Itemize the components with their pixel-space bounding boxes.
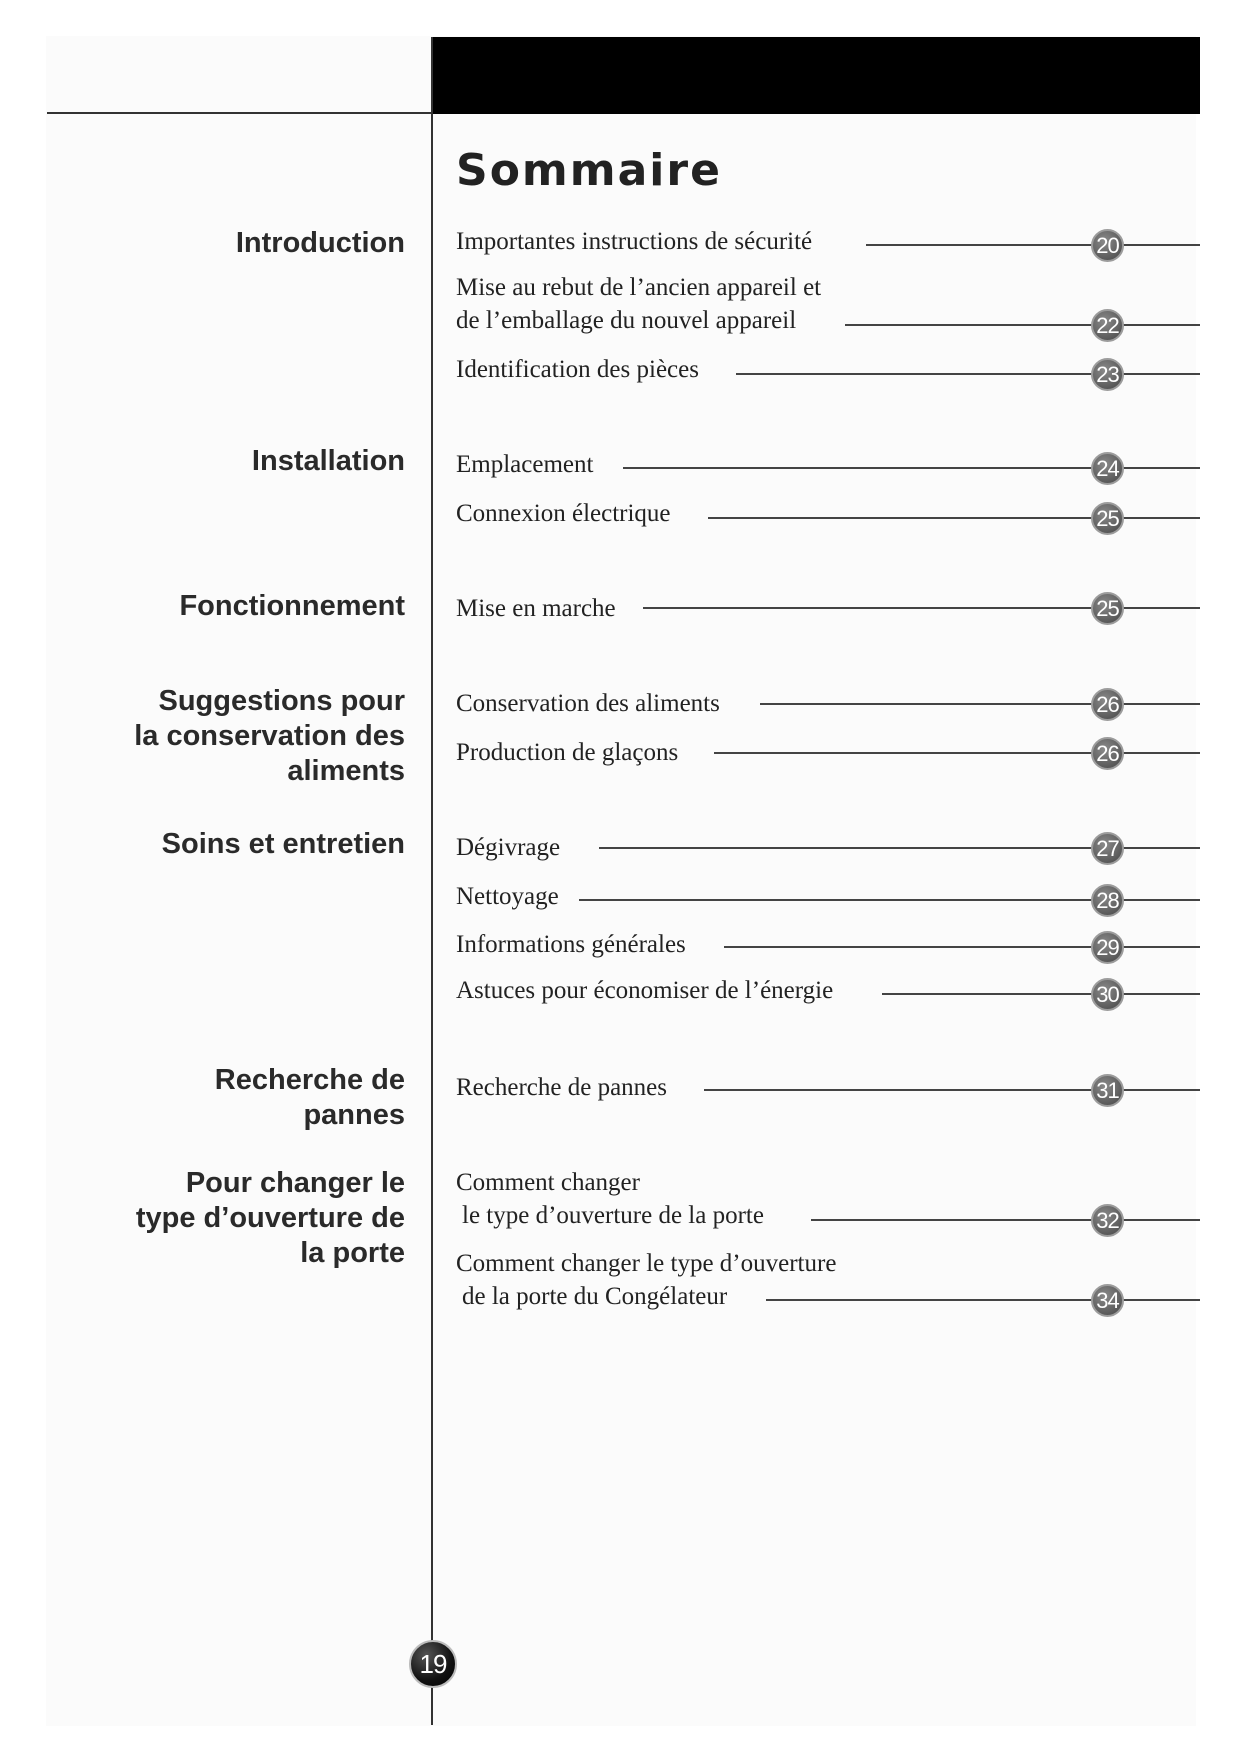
- page-badge-informations[interactable]: 29: [1091, 931, 1124, 964]
- toc-entry-mise-en-marche[interactable]: Mise en marche: [456, 595, 616, 622]
- section-recherche-line: pannes: [303, 1099, 405, 1131]
- leader-line: [811, 1219, 1200, 1221]
- page-badge-securite[interactable]: 20: [1091, 229, 1124, 262]
- toc-entry-identification[interactable]: Identification des pièces: [456, 356, 699, 383]
- section-soins: Soins et entretien: [161, 828, 405, 860]
- toc-entry-securite[interactable]: Importantes instructions de sécurité: [456, 228, 813, 255]
- page-title: Sommaire: [456, 145, 722, 196]
- toc-entry-line: Comment changer: [456, 1169, 640, 1196]
- section-porte-line: Pour changer le: [185, 1167, 405, 1199]
- toc-entry-recherche-pannes[interactable]: Recherche de pannes: [456, 1074, 667, 1101]
- toc-entry-glacons[interactable]: Production de glaçons: [456, 739, 679, 766]
- leader-line: [766, 1299, 1200, 1301]
- leader-line: [704, 1089, 1200, 1091]
- toc-entry-connexion[interactable]: Connexion électrique: [456, 500, 671, 527]
- leader-line: [882, 993, 1200, 995]
- leader-line: [724, 946, 1200, 948]
- leader-line: [736, 373, 1200, 375]
- toc-entry-line: de l’emballage du nouvel appareil: [456, 307, 797, 334]
- toc-entry-nettoyage[interactable]: Nettoyage: [456, 883, 559, 910]
- section-fonctionnement: Fonctionnement: [179, 590, 405, 622]
- toc-entry-astuces[interactable]: Astuces pour économiser de l’énergie: [456, 977, 834, 1004]
- toc-entry-changer-porte-congelateur[interactable]: [456, 1247, 836, 1313]
- page-badge-connexion[interactable]: 25: [1091, 502, 1124, 535]
- toc-entry-mise-au-rebut[interactable]: [456, 271, 821, 337]
- section-suggestions-line: Suggestions pour: [158, 685, 405, 717]
- page-badge-conservation[interactable]: 26: [1091, 688, 1124, 721]
- section-introduction: Introduction: [235, 227, 405, 259]
- section-porte-line: type d’ouverture de: [135, 1202, 405, 1234]
- page-badge-astuces[interactable]: 30: [1091, 978, 1124, 1011]
- section-porte-line: la porte: [300, 1237, 405, 1269]
- page-badge-mise-en-marche[interactable]: 25: [1091, 592, 1124, 625]
- toc-entry-line: Mise au rebut de l’ancien appareil et: [456, 274, 822, 301]
- section-suggestions-line: aliments: [287, 755, 405, 787]
- page-badge-glacons[interactable]: 26: [1091, 737, 1124, 770]
- leader-line: [708, 517, 1200, 519]
- page-badge-degivrage[interactable]: 27: [1091, 832, 1124, 865]
- page-badge-changer-porte-congelateur[interactable]: 34: [1091, 1284, 1124, 1317]
- leader-line: [760, 703, 1200, 705]
- section-recherche-line: Recherche de: [214, 1064, 405, 1096]
- section-installation: Installation: [251, 445, 405, 477]
- section-recherche: [215, 1063, 405, 1133]
- section-suggestions: [134, 684, 405, 789]
- top-divider: [47, 112, 433, 114]
- toc-entry-line: Comment changer le type d’ouverture: [456, 1250, 837, 1277]
- toc-entry-informations[interactable]: Informations générales: [456, 931, 686, 958]
- leader-line: [845, 324, 1200, 326]
- page-badge-mise-au-rebut[interactable]: 22: [1091, 309, 1124, 342]
- page-badge-changer-porte[interactable]: 32: [1091, 1204, 1124, 1237]
- leader-line: [866, 244, 1200, 246]
- toc-entry-line: le type d’ouverture de la porte: [462, 1202, 764, 1229]
- toc-entry-line: de la porte du Congélateur: [462, 1283, 728, 1310]
- leader-line: [714, 752, 1200, 754]
- header-bar: [431, 37, 1200, 114]
- toc-entry-conservation[interactable]: Conservation des aliments: [456, 690, 720, 717]
- toc-entry-changer-porte[interactable]: [456, 1166, 764, 1232]
- page-badge-recherche-pannes[interactable]: 31: [1091, 1074, 1124, 1107]
- section-porte: [136, 1166, 405, 1271]
- toc-entry-emplacement[interactable]: Emplacement: [456, 451, 594, 478]
- page-badge-emplacement[interactable]: 24: [1091, 452, 1124, 485]
- vertical-divider: [431, 37, 433, 1725]
- section-suggestions-line: la conservation des: [134, 720, 405, 752]
- toc-entry-degivrage[interactable]: Dégivrage: [456, 834, 561, 861]
- page-badge-nettoyage[interactable]: 28: [1091, 884, 1124, 917]
- page-number-badge: 19: [409, 1640, 457, 1688]
- page-badge-identification[interactable]: 23: [1091, 358, 1124, 391]
